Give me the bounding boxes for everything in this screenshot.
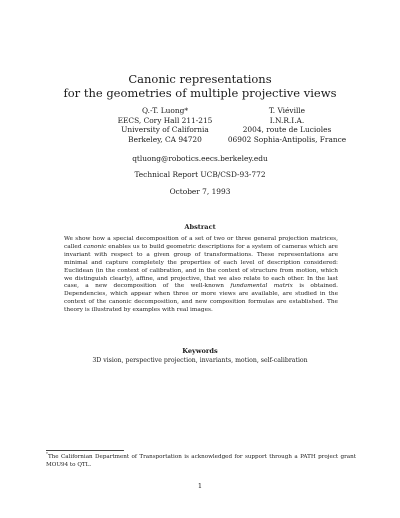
report-date: October 7, 1993	[169, 187, 231, 196]
author-1-affiliation-line: University of California	[121, 125, 209, 135]
title-line-2: for the geometries of multiple projective views	[63, 86, 337, 100]
keywords-heading: Keywords	[182, 347, 218, 355]
author-2-name: T. Viéville	[268, 106, 306, 115]
author-1-name: Q.-T. Luong*	[141, 106, 189, 115]
page-number: 1	[197, 482, 203, 490]
abstract-emphasis: canonic	[83, 243, 107, 250]
author-1	[100, 106, 230, 144]
paper-title	[0, 72, 400, 100]
keywords-text: 3D vision, perspective projection, invariants, motion, self-calibration	[92, 357, 308, 364]
abstract-emphasis: fundamental matrix	[230, 283, 293, 290]
author-2	[222, 106, 352, 144]
title-line-1: Canonic representations	[128, 72, 272, 86]
footnote	[46, 451, 356, 469]
footnote-text: The Californian Department of Transportation is acknowledged for support through a PATH project grant MOU94 to QTL.	[46, 454, 356, 468]
abstract-text: We show how a special decomposition of a set of two or three general projection matrices, called canonic enables us to build geometric descriptions for a system of cameras which are invariant with respect to a given group of transformations. These representations are minimal and capture completely the properties of each level of description considered: Euclidean (in the context of calibration, and in the context of structure from motion, which we distinguish clearly), affine, and projective, that we also relate to each other. In the last case, a new decomposition of the well-known fundamental matrix is obtained. Dependencies, which appear when three or more views are available, are studied in the context of the canonic decomposition, and new composition formulas are established. The theory is illustrated by examples with real images.	[64, 236, 338, 314]
footnote-divider	[46, 450, 124, 451]
report-number: Technical Report UCB/CSD-93-772	[134, 170, 266, 179]
author-1-affiliation-line: Berkeley, CA 94720	[128, 134, 202, 144]
abstract-heading: Abstract	[184, 223, 216, 231]
author-2-affiliation-line: I.N.R.I.A.	[269, 115, 305, 125]
author-email: qtluong@robotics.eecs.berkeley.edu	[132, 154, 268, 163]
author-2-affiliation-line: 2004, route de Lucioles	[242, 125, 332, 135]
author-2-affiliation-line: 06902 Sophia-Antipolis, France	[227, 134, 347, 144]
author-1-affiliation-line: EECS, Cory Hall 211-215	[117, 115, 213, 125]
footnote-marker: *	[46, 451, 48, 457]
